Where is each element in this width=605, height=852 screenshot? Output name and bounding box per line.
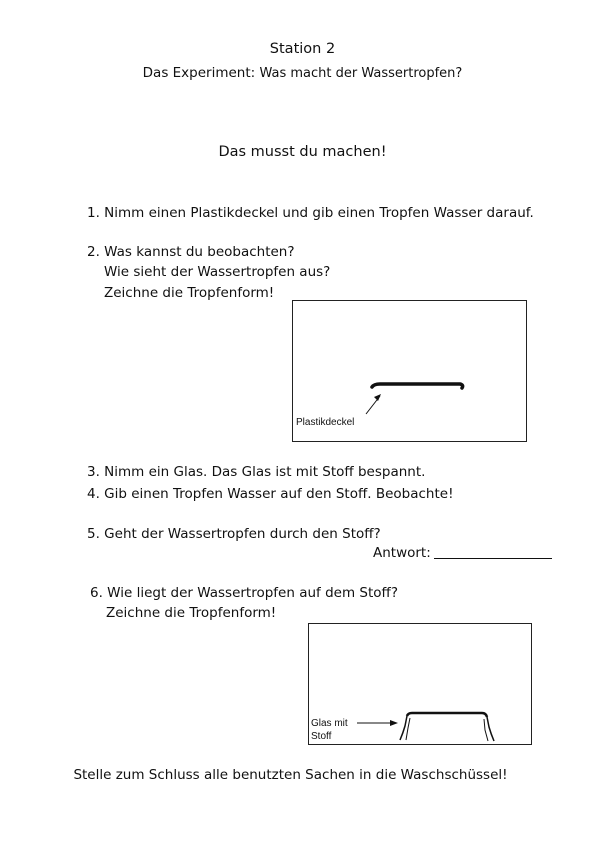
step-6-question: 6. Wie liegt der Wassertropfen auf dem Stoff? — [90, 585, 398, 601]
glass-fabric-top — [407, 713, 487, 717]
glass-arrow-head — [390, 720, 398, 726]
experiment-question: Was macht der Wassertropfen? — [259, 66, 463, 81]
step-2-question: 2. Was kannst du beobachten? — [87, 244, 295, 260]
glass-label-line-2: Stoff — [311, 731, 332, 742]
experiment-label: Das Experiment: — [142, 65, 256, 81]
station-title: Station 2 — [269, 41, 336, 57]
glass-right-side — [487, 717, 494, 741]
glass-label-line-1: Glas mit — [311, 718, 348, 729]
lid-label: Plastikdeckel — [296, 417, 355, 428]
glass-left-side — [400, 716, 407, 740]
step-5: 5. Geht der Wassertropfen durch den Stoff? — [87, 526, 381, 542]
step-2-subquestion: Wie sieht der Wassertropfen aus? — [104, 264, 331, 280]
instructions-heading: Das musst du machen! — [218, 144, 387, 160]
step-3: 3. Nimm ein Glas. Das Glas ist mit Stoff bespannt. — [87, 464, 426, 480]
step-4: 4. Gib einen Tropfen Wasser auf den Stoff. Beobachte! — [87, 486, 454, 502]
step-6-draw-instruction: Zeichne die Tropfenform! — [106, 605, 277, 621]
step-1: 1. Nimm einen Plastikdeckel und gib einen Tropfen Wasser darauf. — [87, 205, 534, 221]
answer-label: Antwort: — [373, 545, 431, 561]
step-2-draw-instruction: Zeichne die Tropfenform! — [104, 285, 275, 301]
closing-instruction: Stelle zum Schluss alle benutzten Sachen in die Waschschüssel! — [73, 767, 508, 783]
